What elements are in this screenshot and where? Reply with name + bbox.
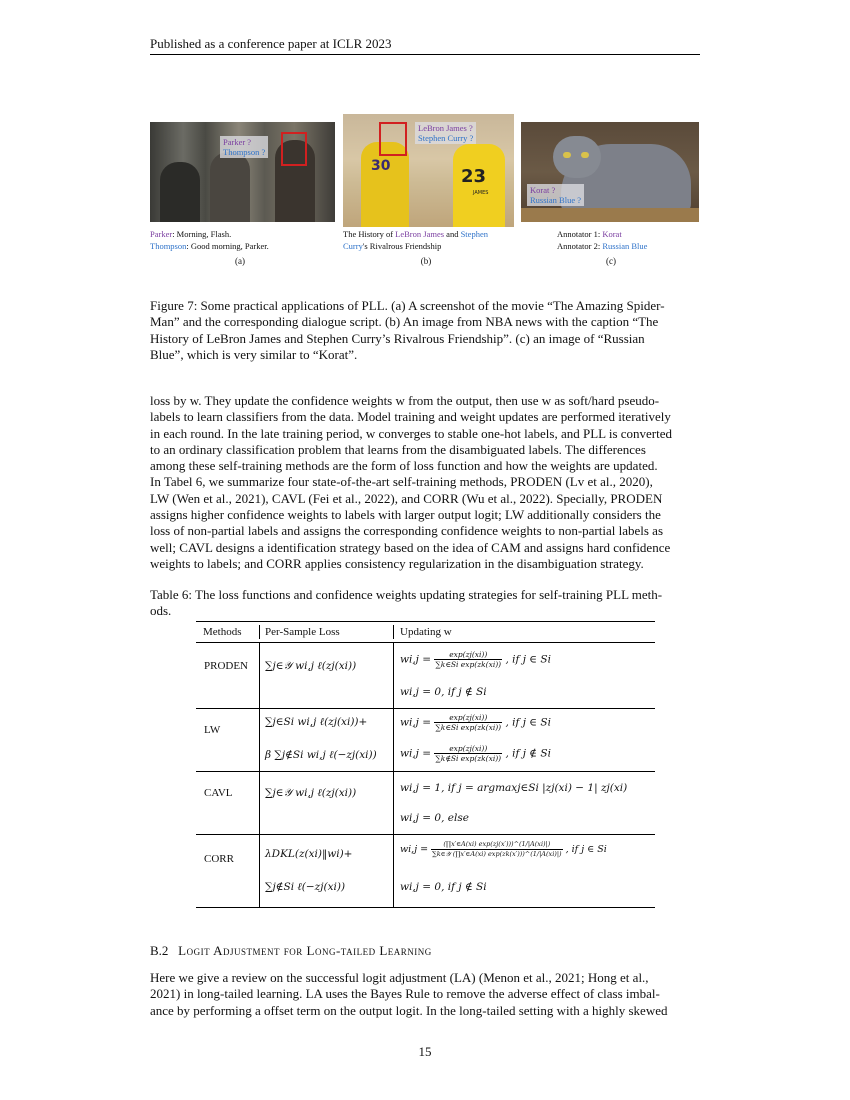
- cat-eye: [563, 152, 571, 158]
- face-bounding-box: [379, 122, 407, 156]
- figure-panel-c-image: [521, 122, 699, 222]
- panel-a-caption-line2: Thompson: Good morning, Parker.: [150, 241, 269, 251]
- cat-eye: [581, 152, 589, 158]
- panel-c-caption-line1: Annotator 1: Korat: [557, 229, 622, 239]
- header-rule: [150, 54, 700, 55]
- table-row-rule: [196, 708, 655, 709]
- table-cell-loss: λDKL(z(xi)‖wi)+: [265, 848, 353, 860]
- table-cell-update: wi,j = $\frac{(\prod x'\in A(xi) \exp(zj(x')))\^{}(1/|A(xi)|)}{\text{∑k∈𝒴 (∏x′∈A(xi) exp(zk(x′)))\textasciicircum{}(1/|A(xi)|)}}$ , if j ∈ Si: [400, 840, 607, 858]
- table-header-divider: [393, 625, 394, 639]
- table-cell-update: wi,j = 0, else: [400, 812, 469, 824]
- section-paragraph: Here we give a review on the successful logit adjustment (LA) (Menon et al., 2021; Hong et al., 2021) in long-tailed learning. LA uses the Bayes Rule to remove the adverse effect of class imbal- ance by performing a offset term on the output logit. In the long-tailed setting with a highly skewed: [150, 970, 668, 1018]
- jersey-name: JAMES: [473, 190, 489, 196]
- panel-a-label-tag: Parker ? Thompson ?: [220, 136, 268, 158]
- table-cell-update: wi,j = 0, if j ∉ Si: [400, 686, 487, 698]
- table-column-divider: [393, 642, 394, 907]
- table-cell-loss: ∑j∉Si ℓ(−zj(xi)): [265, 881, 346, 893]
- section-heading: B.2 Logit Adjustment for Long-tailed Learning: [150, 943, 432, 958]
- panel-c-caption-line2: Annotator 2: Russian Blue: [557, 241, 648, 251]
- table-row-rule: [196, 834, 655, 835]
- panel-b-label-tag: LeBron James ? Stephen Curry ?: [415, 122, 476, 144]
- person-silhouette: [160, 162, 200, 222]
- panel-b-label: (b): [420, 256, 432, 266]
- table-cell-loss: ∑j∈𝒴 wi,j ℓ(zj(xi)): [265, 660, 357, 672]
- table-cell-method: CAVL: [204, 787, 233, 799]
- table-column-divider: [259, 642, 260, 907]
- person-silhouette: [210, 152, 250, 222]
- figure-panel-a-image: [150, 122, 335, 222]
- panel-a-label: (a): [235, 256, 245, 266]
- table-header-loss: Per-Sample Loss: [265, 626, 340, 638]
- table-header-methods: Methods: [203, 626, 242, 638]
- table-cell-method: CORR: [204, 853, 234, 865]
- figure-panel-b-image: [343, 114, 514, 227]
- figure-caption: Figure 7: Some practical applications of PLL. (a) A screenshot of the movie “The Amazing Spider- Man” and the corresponding dialogue script. (b) An image from NBA news with the caption “The History of LeBron James and Stephen Curry’s Rivalrous Friendship”. (c) an image of “Russian Blue”, which is very similar to “Korat”.: [150, 298, 665, 362]
- table-cell-update: wi,j = $\frac{\exp(zj(xi))}{\text{∑k∈Si exp(zk(xi))}}$ , if j ∈ Si: [400, 650, 551, 669]
- table-cell-loss: β ∑j∉Si wi,j ℓ(−zj(xi)): [265, 749, 377, 761]
- panel-c-label: (c): [606, 256, 616, 266]
- table-cell-loss: ∑j∈Si wi,j ℓ(zj(xi))+: [265, 716, 368, 728]
- table-bottom-rule: [196, 907, 655, 908]
- table-cell-method: PRODEN: [204, 660, 249, 672]
- panel-c-label-tag: Korat ? Russian Blue ?: [527, 184, 584, 206]
- table-cell-update: wi,j = 0, if j ∉ Si: [400, 881, 487, 893]
- running-header: Published as a conference paper at ICLR 2023: [150, 36, 392, 51]
- panel-a-caption-line1: Parker: Morning, Flash.: [150, 229, 232, 239]
- table-header-update: Updating w: [400, 626, 452, 638]
- table-cell-update: wi,j = $\frac{\exp(zj(xi))}{\text{∑k∈Si exp(zk(xi))}}$ , if j ∈ Si: [400, 713, 551, 732]
- jersey-number-right: 23: [461, 166, 487, 187]
- table-row-rule: [196, 771, 655, 772]
- panel-b-caption-line2: Curry's Rivalrous Friendship: [343, 241, 442, 251]
- table-cell-loss: ∑j∈𝒴 wi,j ℓ(zj(xi)): [265, 787, 357, 799]
- table-top-rule: [196, 621, 655, 622]
- jersey-number-left: 30: [371, 158, 391, 174]
- table-cell-method: LW: [204, 724, 221, 736]
- table-caption: Table 6: The loss functions and confidence weights updating strategies for self-training PLL meth- ods.: [150, 587, 663, 619]
- table-header-rule: [196, 642, 655, 643]
- panel-b-caption-line1: The History of LeBron James and Stephen: [343, 229, 488, 239]
- body-paragraph: loss by w. They update the confidence weights w from the output, then use w as soft/hard pseudo- labels to learn classifiers from the data. Model training and weight updates are performed iteratively in each round. In the late training period, w converges to stable one-hot labels, and PLL is converted to an ordinary classification problem that learns from the disambiguated labels. The differences among these self-training methods are the form of loss function and how the weights are updated. In Tabel 6, we summarize four state-of-the-art self-training methods, PRODEN (Lv et al., 2020), LW (Wen et al., 2021), CAVL (Fei et al., 2022), and CORR (Wu et al., 2022). Specially, PRODEN assigns higher confidence weights to labels with larger output logit; LW additionally considers the loss of non-partial labels and assigns the corresponding confidence weights to non-partial labels as well; CAVL designs a identification strategy based on the idea of CAM and assigns hard confidence weights to labels; and CORR applies consistency regularization in the disambiguation strategy.: [150, 393, 673, 571]
- cat-head: [553, 136, 601, 178]
- page-number: 15: [418, 1044, 432, 1059]
- face-bounding-box: [281, 132, 307, 166]
- table-cell-update: wi,j = $\frac{\exp(zj(xi))}{\text{∑k∉Si exp(zk(xi))}}$ , if j ∉ Si: [400, 744, 551, 763]
- table-cell-update: wi,j = 1, if j = argmaxj∈Si |zj(xi) − 1| zj(xi): [400, 782, 628, 794]
- table-header-divider: [259, 625, 260, 639]
- wooden-surface: [521, 208, 699, 222]
